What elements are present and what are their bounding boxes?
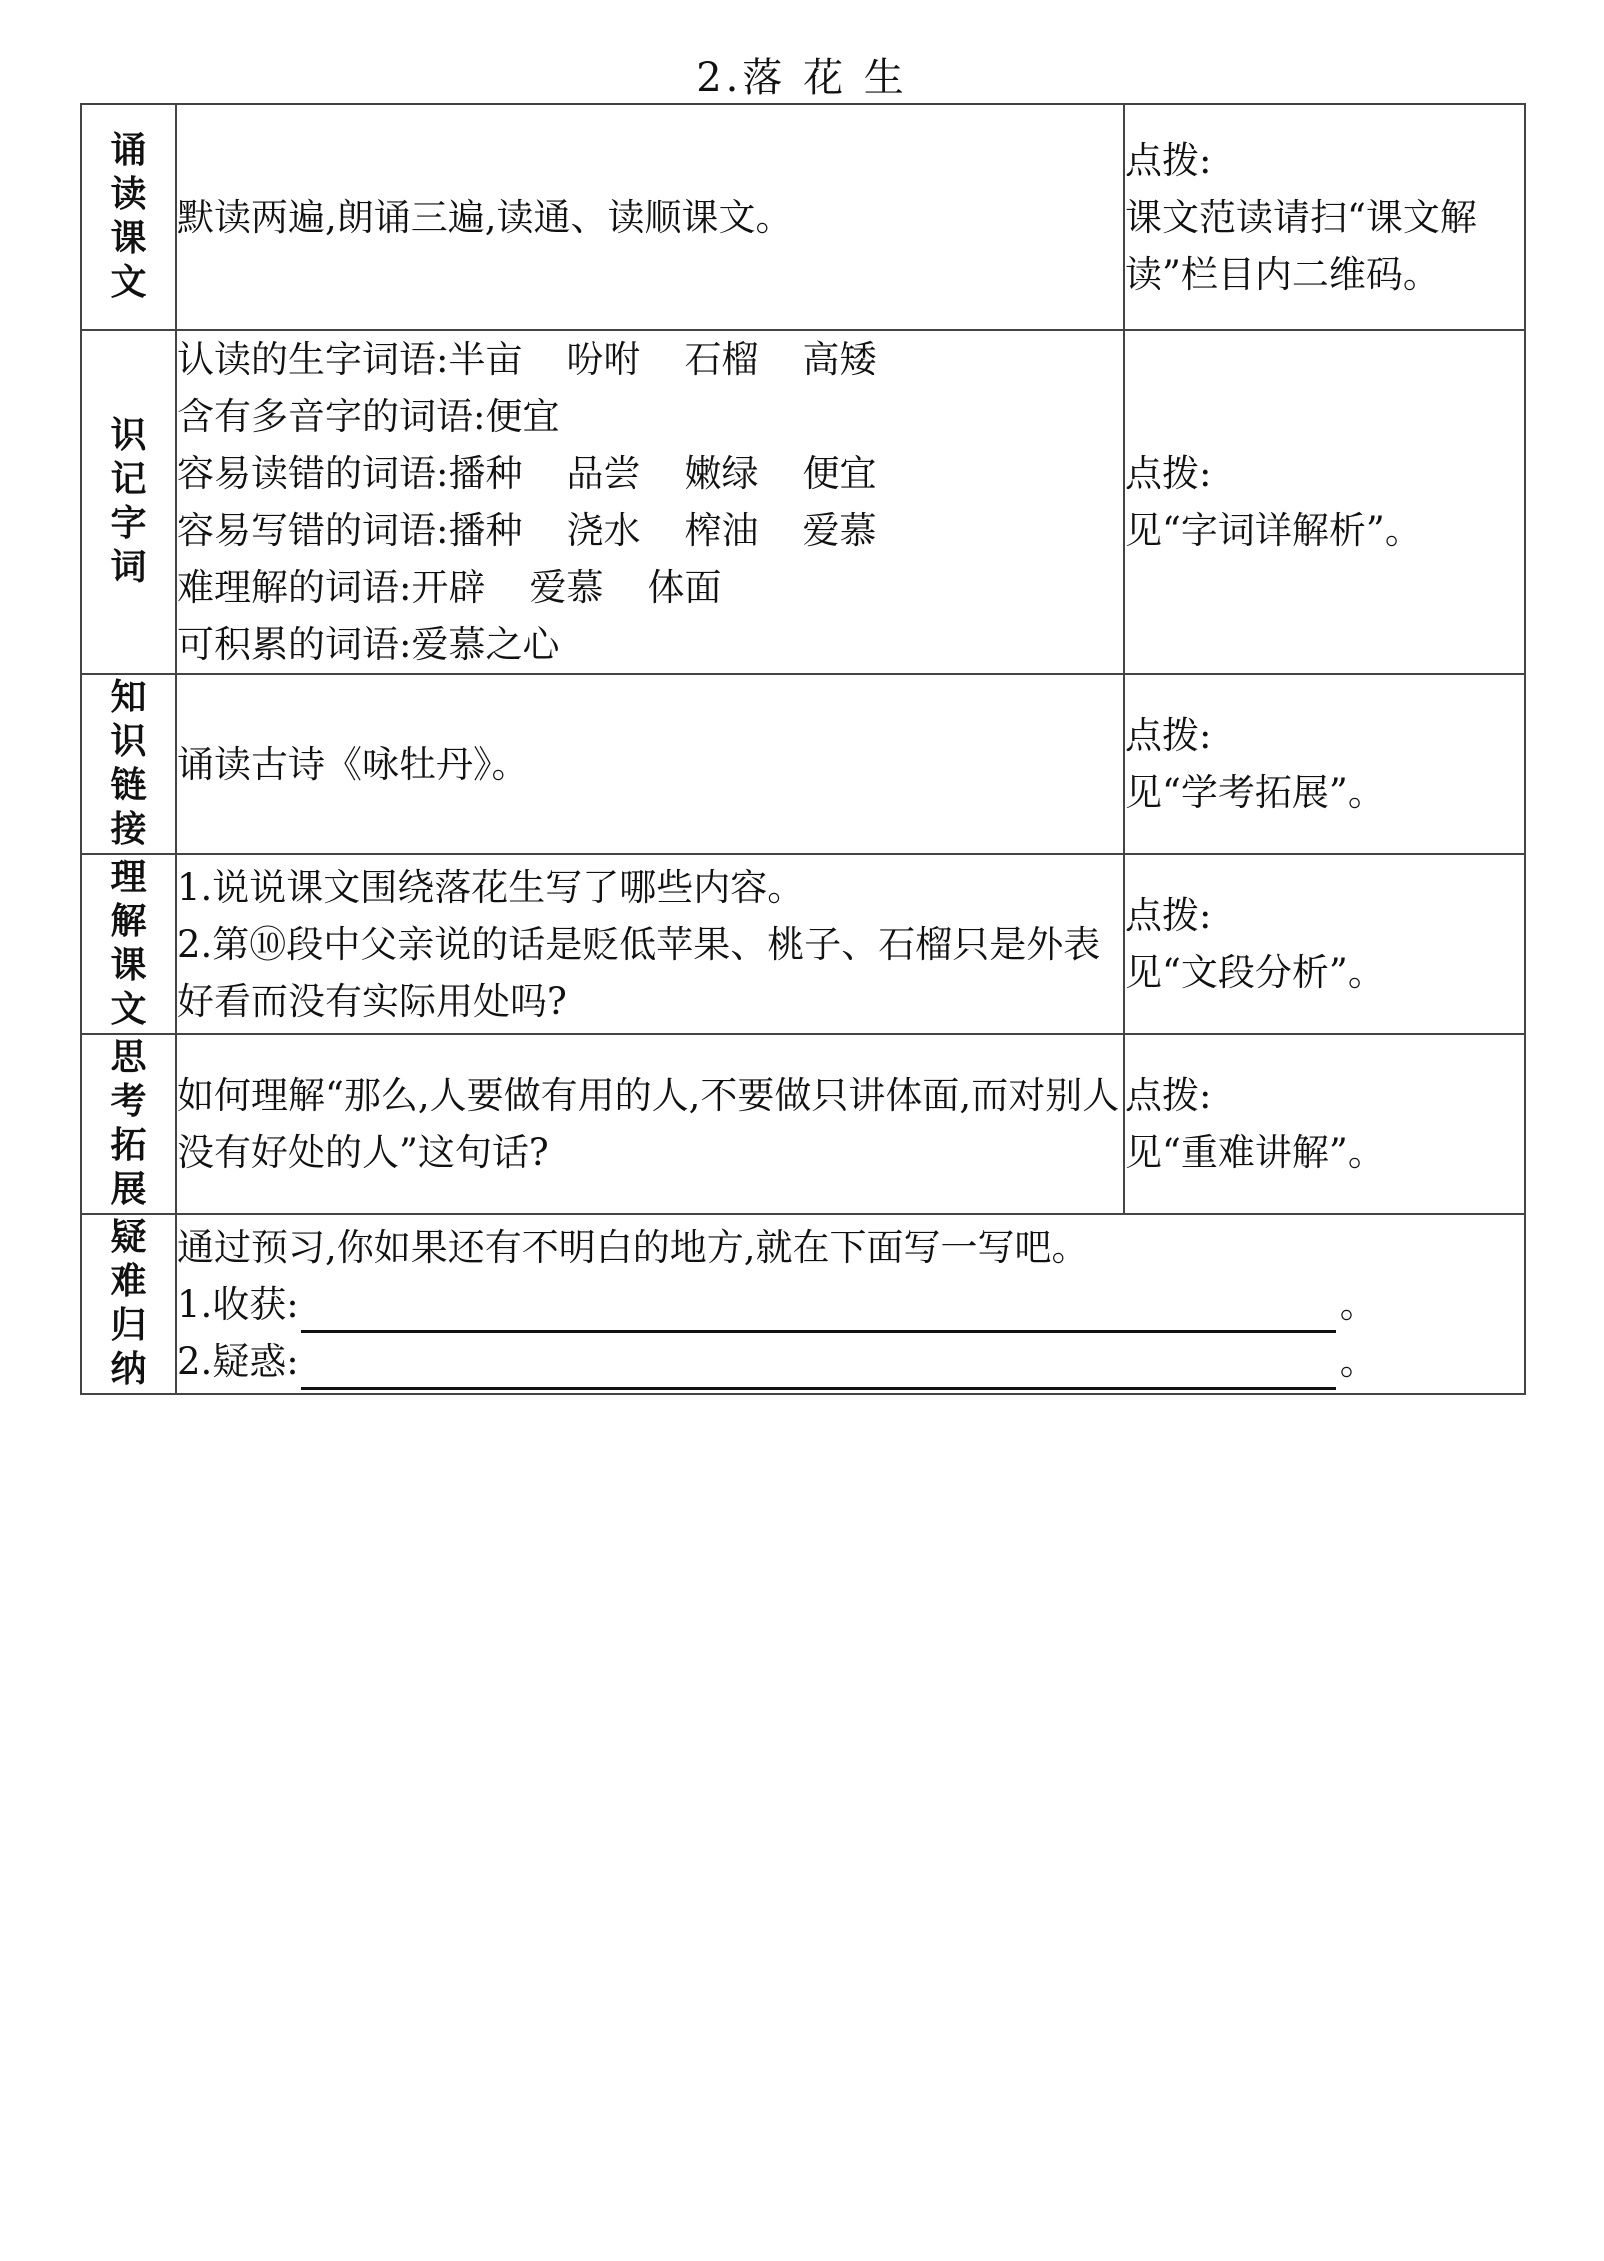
row-label: 知 识 链 接 bbox=[110, 677, 147, 850]
gains-blank[interactable] bbox=[301, 1290, 1336, 1333]
tip-cell bbox=[1124, 1034, 1525, 1214]
doubts-label: 2.疑惑: bbox=[177, 1339, 299, 1383]
vocab-word: 爱慕 bbox=[802, 509, 877, 552]
row-label-cell bbox=[81, 854, 176, 1034]
question-2: 2.第⑩段中父亲说的话是贬低苹果、桃子、石榴只是外表好看而没有实际用处吗? bbox=[177, 922, 1101, 1023]
doubts-blank[interactable] bbox=[301, 1347, 1336, 1390]
vocab-word: 高矮 bbox=[802, 338, 877, 381]
tip-cell bbox=[1124, 330, 1525, 674]
tip-heading: 点拨: bbox=[1125, 452, 1212, 495]
question-1: 1.说说课文围绕落花生写了哪些内容。 bbox=[177, 865, 805, 909]
vocab-word: 便宜 bbox=[485, 395, 560, 438]
doubts-end: 。 bbox=[1339, 1339, 1377, 1383]
vocab-word: 爱慕之心 bbox=[411, 623, 560, 666]
vocab-word: 体面 bbox=[647, 566, 722, 609]
row-label: 诵 读 课 文 bbox=[110, 130, 147, 303]
word-line: 难理解的词语:开辟 爱慕 体面 bbox=[177, 566, 722, 609]
word-line: 容易写错的词语:播种 浇水 榨油 爱慕 bbox=[177, 509, 877, 552]
tip-heading: 点拨: bbox=[1125, 714, 1212, 757]
row-label: 思 考 拓 展 bbox=[110, 1037, 147, 1210]
task-text: 诵读古诗《咏牡丹》。 bbox=[177, 742, 529, 786]
page-title: 2.落 花 生 bbox=[696, 55, 908, 101]
word-line: 含有多音字的词语:便宜 bbox=[177, 395, 560, 438]
vocab-word: 嫩绿 bbox=[684, 452, 759, 495]
row-label-cell bbox=[81, 1214, 176, 1394]
vocab-word: 便宜 bbox=[802, 452, 877, 495]
summary-cell bbox=[176, 1214, 1525, 1394]
vocab-word: 爱慕 bbox=[529, 566, 604, 609]
vocab-word: 播种 bbox=[448, 452, 523, 495]
word-line: 可积累的词语:爱慕之心 bbox=[177, 623, 560, 666]
tip-heading: 点拨: bbox=[1125, 138, 1212, 182]
task-cell bbox=[176, 854, 1124, 1034]
doubts-row bbox=[177, 1333, 1524, 1390]
preview-table bbox=[80, 103, 1526, 1395]
row-label-cell bbox=[81, 1034, 176, 1214]
gains-row bbox=[177, 1276, 1524, 1333]
vocab-word: 开辟 bbox=[411, 566, 486, 609]
tip-cell bbox=[1124, 854, 1525, 1034]
table-row bbox=[81, 1214, 1525, 1394]
row-label-cell bbox=[81, 330, 176, 674]
task-cell bbox=[176, 1034, 1124, 1214]
tip-text: 见“字词详解析”。 bbox=[1125, 509, 1422, 552]
task-cell bbox=[176, 330, 1124, 674]
tip-text: 课文范读请扫“课文解读”栏目内二维码。 bbox=[1125, 195, 1477, 296]
table-row bbox=[81, 1034, 1525, 1214]
row-label: 识 记 字 词 bbox=[110, 415, 147, 588]
row-label: 疑 难 归 纳 bbox=[110, 1217, 147, 1390]
table-row bbox=[81, 330, 1525, 674]
vocab-word: 榨油 bbox=[684, 509, 759, 552]
word-line: 容易读错的词语:播种 品尝 嫩绿 便宜 bbox=[177, 452, 877, 495]
task-text: 如何理解“那么,人要做有用的人,不要做只讲体面,而对别人没有好处的人”这句话? bbox=[177, 1074, 1120, 1174]
row-label-cell bbox=[81, 674, 176, 854]
table-row bbox=[81, 674, 1525, 854]
vocab-word: 石榴 bbox=[684, 338, 759, 381]
vocab-word: 半亩 bbox=[448, 338, 523, 381]
table-row bbox=[81, 854, 1525, 1034]
tip-cell bbox=[1124, 674, 1525, 854]
vocab-word: 浇水 bbox=[566, 509, 641, 552]
table-row bbox=[81, 104, 1525, 330]
tip-text: 见“学考拓展”。 bbox=[1125, 771, 1385, 814]
summary-intro: 通过预习,你如果还有不明白的地方,就在下面写一写吧。 bbox=[177, 1225, 1089, 1269]
task-cell bbox=[176, 674, 1124, 854]
gains-label: 1.收获: bbox=[177, 1282, 299, 1326]
task-text: 默读两遍,朗诵三遍,读通、读顺课文。 bbox=[177, 195, 793, 239]
vocab-word: 吩咐 bbox=[566, 338, 641, 381]
task-cell bbox=[176, 104, 1124, 330]
vocab-word: 播种 bbox=[448, 509, 523, 552]
tip-text: 见“文段分析”。 bbox=[1125, 951, 1385, 994]
tip-text: 见“重难讲解”。 bbox=[1125, 1131, 1385, 1174]
word-line: 认读的生字词语:半亩 吩咐 石榴 高矮 bbox=[177, 338, 877, 381]
row-label: 理 解 课 文 bbox=[110, 857, 147, 1030]
tip-heading: 点拨: bbox=[1125, 894, 1212, 937]
tip-heading: 点拨: bbox=[1125, 1074, 1212, 1117]
vocab-word: 品尝 bbox=[566, 452, 641, 495]
tip-cell bbox=[1124, 104, 1525, 330]
row-label-cell bbox=[81, 104, 176, 330]
gains-end: 。 bbox=[1339, 1282, 1377, 1326]
